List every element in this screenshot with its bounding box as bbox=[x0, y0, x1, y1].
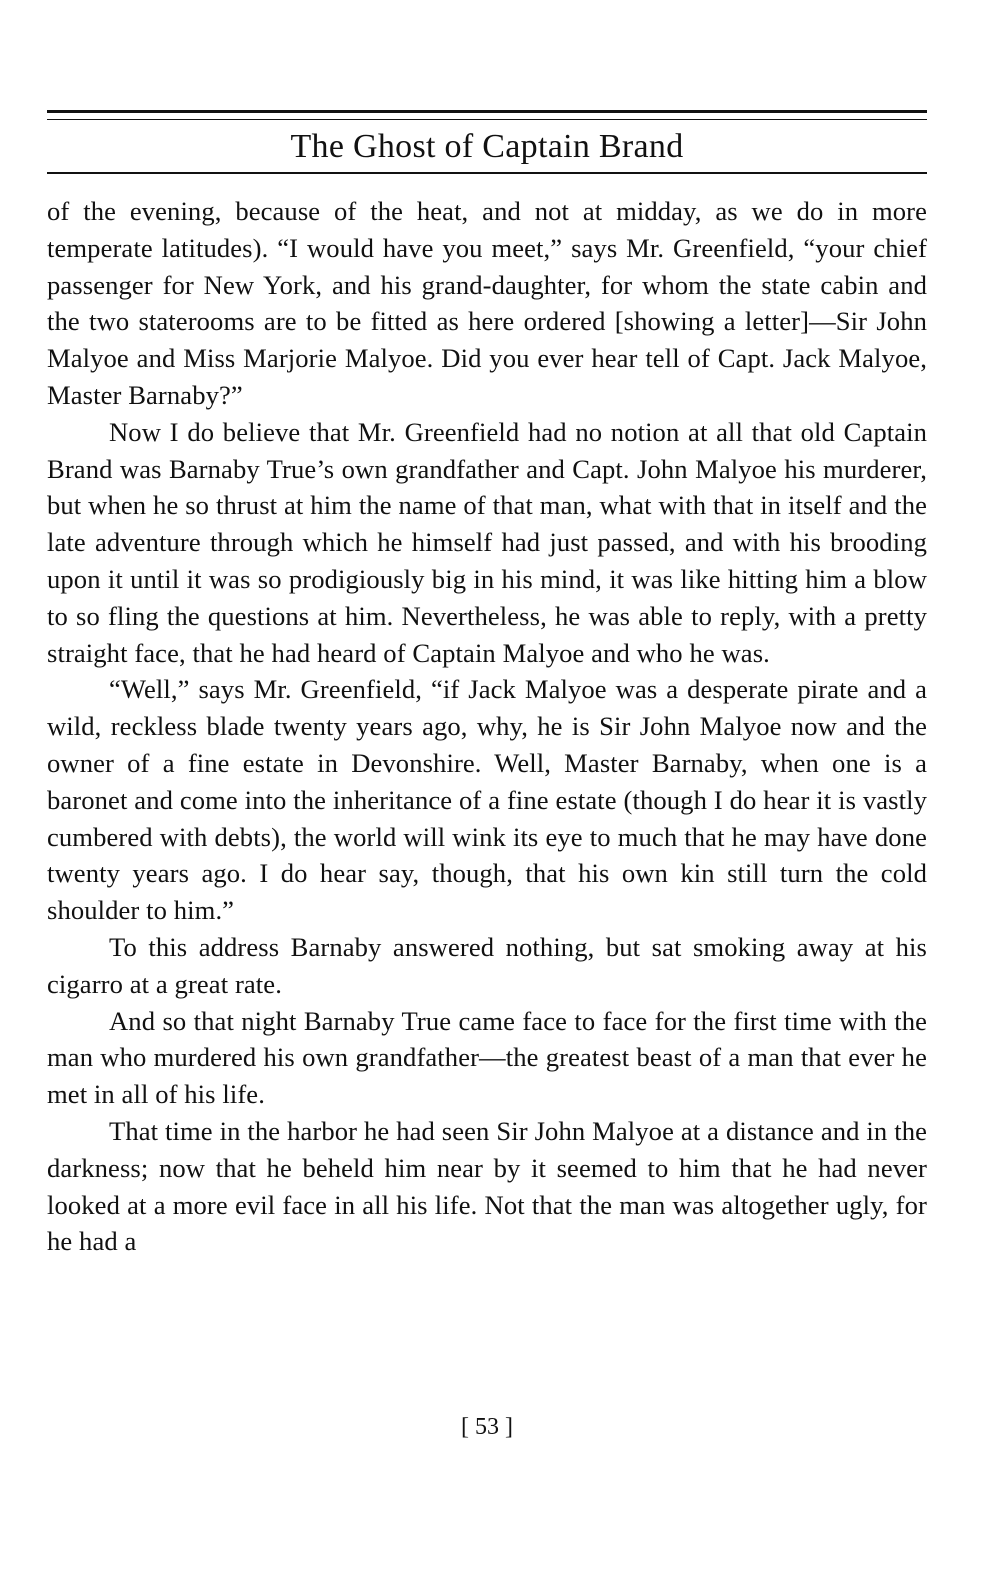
header-rule-thick bbox=[47, 110, 927, 113]
paragraph: “Well,” says Mr. Greenfield, “if Jack Malyoe was a desperate pirate and a wild, reckless blade twenty years ago, why, he is Sir John Malyoe now and the owner of a fine estate in Devonshire. Well, Master Barnaby, when one is a baronet and come into the inheritance of a fine estate (though I do hear it is vastly cumbered with debts), the world will wink its eye to much that he may have done twenty years ago. I do hear say, though, that his own kin still turn the cold shoulder to him.” bbox=[47, 674, 927, 926]
paragraph: Now I do believe that Mr. Greenfield had no notion at all that old Captain Brand was Barnaby True’s own grandfather and Capt. John Malyoe his murderer, but when he so thrust at him the name of that man, what with that in itself and the late adventure through which he himself had just passed, and with his brooding upon it until it was so prodigiously big in his mind, it was like hitting him a blow to so fling the questions at him. Nevertheless, he was able to reply, with a pretty straight face, that he had heard of Captain Malyoe and who he was. bbox=[47, 416, 927, 668]
paragraph: That time in the harbor he had seen Sir John Malyoe at a distance and in the darkness; now that he beheld him near by it seemed to him that he had never looked at a more evil face in all his life. Not that the man was altogether ugly, for he had a bbox=[47, 1115, 927, 1257]
paragraph: And so that night Barnaby True came face to face for the first time with the man who murdered his own grandfather—the greatest beast of a man that ever he met in all of his life. bbox=[47, 1005, 927, 1110]
running-title: The Ghost of Captain Brand bbox=[290, 128, 684, 165]
paragraph-continued: of the evening, because of the heat, and not at midday, as we do in more temperate latitudes). “I would have you meet,” says Mr. Greenfield, “your chief passenger for New York, and his grand-daughter, for whom the state cabin and the two staterooms are to be fitted as here ordered [showing a letter]—Sir John Malyoe and Miss Marjorie Malyoe. Did you ever hear tell of Capt. Jack Malyoe, Master Barnaby?” bbox=[47, 196, 927, 410]
header-rule-thin bbox=[47, 119, 927, 120]
book-page bbox=[47, 0, 927, 1590]
body-text bbox=[47, 193, 927, 1260]
page-number: [ 53 ] bbox=[461, 1414, 513, 1440]
header-rule-bottom bbox=[47, 172, 927, 174]
paragraph: To this address Barnaby answered nothing, but sat smoking away at his cigarro at a great rate. bbox=[47, 931, 927, 999]
